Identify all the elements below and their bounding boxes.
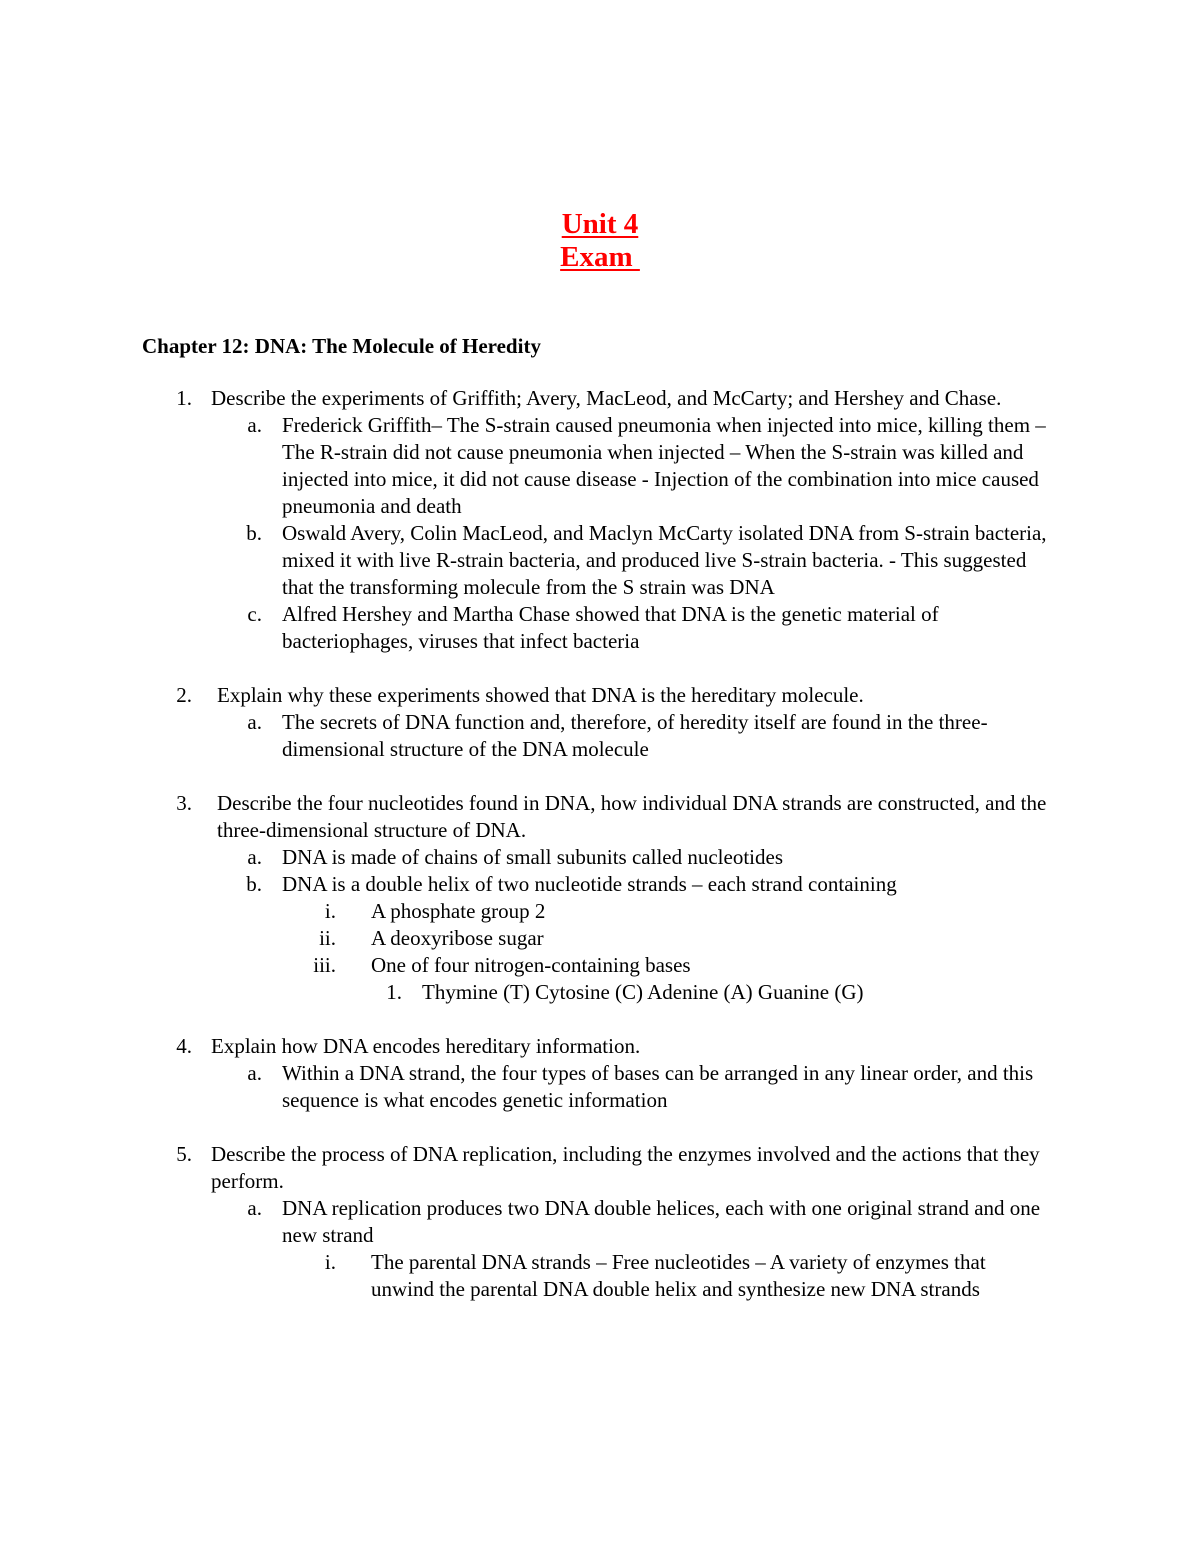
answer-marker: a.	[247, 1196, 262, 1220]
answer-item	[0, 1060, 1200, 1114]
answer-item	[0, 709, 1200, 763]
question-list	[0, 385, 1200, 1330]
answer-marker: b.	[246, 521, 262, 545]
question-text: Explain how DNA encodes hereditary information.	[211, 1034, 641, 1058]
question-4	[0, 1033, 1200, 1114]
sub-item-text: A deoxyribose sugar	[371, 926, 544, 950]
sub-item-marker: iii.	[313, 953, 336, 977]
question-number: 1.	[176, 386, 192, 410]
answer-text: Oswald Avery, Colin MacLeod, and Maclyn McCarty isolated DNA from S-strain bacteria, mixed it with live R-strain bacteria, and produced live S-strain bacteria. - This suggested that the transforming molecule from the S strain was DNA	[282, 521, 1047, 599]
sub-item-marker: i.	[324, 1250, 336, 1274]
question-2	[0, 682, 1200, 763]
chapter-heading: Chapter 12: DNA: The Molecule of Heredity	[142, 334, 541, 358]
question-3	[0, 790, 1200, 1006]
answer-marker: c.	[247, 602, 262, 626]
question-number: 3.	[176, 791, 192, 815]
answer-marker: a.	[247, 710, 262, 734]
question-text: Describe the process of DNA replication, including the enzymes involved and the actions that they perform.	[211, 1142, 1040, 1193]
sub-item-text: The parental DNA strands – Free nucleotides – A variety of enzymes that unwind the parental DNA double helix and synthesize new DNA strands	[371, 1250, 986, 1301]
sub-item-text: A phosphate group 2	[371, 899, 546, 923]
answer-item	[0, 844, 1200, 871]
sub-item	[0, 952, 1200, 979]
answer-text: Within a DNA strand, the four types of bases can be arranged in any linear order, and this sequence is what encodes genetic information	[282, 1061, 1034, 1112]
answer-item	[0, 520, 1200, 601]
answer-item	[0, 601, 1200, 655]
question-1	[0, 385, 1200, 655]
answer-item	[0, 871, 1200, 898]
question-text: Describe the four nucleotides found in DNA, how individual DNA strands are constructed, and the three-dimensional structure of DNA.	[217, 791, 1047, 842]
answer-item	[0, 1195, 1200, 1249]
bases-item	[0, 979, 1200, 1006]
answer-text: Frederick Griffith– The S-strain caused pneumonia when injected into mice, killing them – The R-strain did not cause pneumonia when injected – When the S-strain was killed and injected into mice, it did not cause disease - Injection of the combination into mice caused pneumonia and death	[282, 413, 1046, 518]
question-number: 5.	[176, 1142, 192, 1166]
answer-text: DNA is a double helix of two nucleotide strands – each strand containing	[282, 872, 897, 896]
bases-marker: 1.	[386, 980, 402, 1004]
answer-marker: a.	[247, 845, 262, 869]
bases-text: Thymine (T) Cytosine (C) Adenine (A) Guanine (G)	[422, 980, 864, 1004]
question-text: Describe the experiments of Griffith; Avery, MacLeod, and McCarty; and Hershey and Chase.	[211, 386, 1002, 410]
question-5	[0, 1141, 1200, 1303]
sub-item	[0, 925, 1200, 952]
answer-marker: b.	[246, 872, 262, 896]
answer-marker: a.	[247, 1061, 262, 1085]
answer-text: The secrets of DNA function and, therefore, of heredity itself are found in the three-dimensional structure of the DNA molecule	[282, 710, 988, 761]
sub-item-marker: i.	[324, 899, 336, 923]
title-exam: Exam	[560, 241, 640, 273]
answer-text: DNA is made of chains of small subunits called nucleotides	[282, 845, 783, 869]
sub-item	[0, 1249, 1200, 1303]
sub-item-marker: ii.	[319, 926, 336, 950]
document-title	[0, 208, 1200, 274]
answer-item	[0, 412, 1200, 520]
title-unit: Unit 4	[561, 208, 639, 240]
sub-item	[0, 898, 1200, 925]
answer-text: DNA replication produces two DNA double helices, each with one original strand and one new strand	[282, 1196, 1041, 1247]
question-number: 4.	[176, 1034, 192, 1058]
answer-text: Alfred Hershey and Martha Chase showed that DNA is the genetic material of bacteriophages, viruses that infect bacteria	[282, 602, 939, 653]
question-text: Explain why these experiments showed that DNA is the hereditary molecule.	[217, 683, 864, 707]
question-number: 2.	[176, 683, 192, 707]
answer-marker: a.	[247, 413, 262, 437]
sub-item-text: One of four nitrogen-containing bases	[371, 953, 691, 977]
